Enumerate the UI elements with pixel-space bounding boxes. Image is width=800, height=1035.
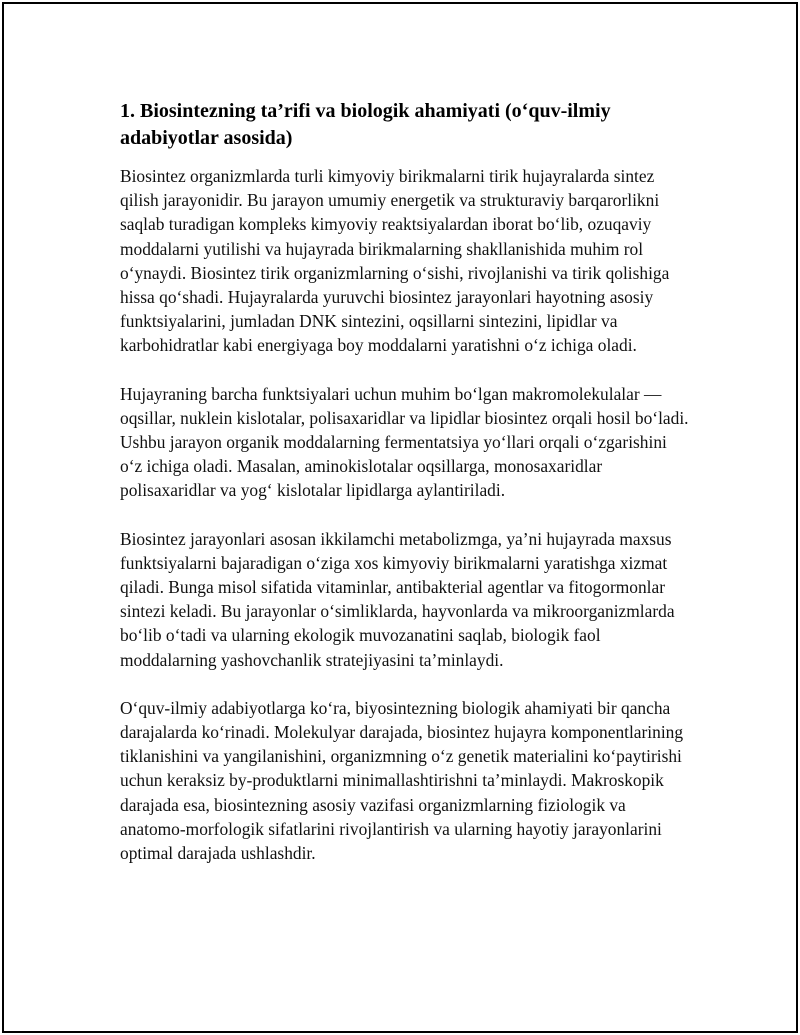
paragraph-4: O‘quv-ilmiy adabiyotlarga ko‘ra, biyosintezning biologik ahamiyati bir qancha darajalarda ko‘rinadi. Molekulyar darajada, biosintez hujayra komponentlarining tiklanishini va yangilanishini, organizmning o‘z genetik materialini ko‘paytirishi uchun keraksiz by-produktlarni minimallashtirishni ta’minlaydi. Makroskopik darajada esa, biosintezning asosiy vazifasi organizmlarning fiziologik va anatomo-morfologik sifatlarini rivojlantirish va ularning hayotiy jarayonlarini optimal darajada ushlashdir. — [120, 697, 684, 864]
paragraph-2: Hujayraning barcha funktsiyalari uchun muhim bo‘lgan makromolekulalar — oqsillar, nuklein kislotalar, polisaxaridlar va lipidlar biosintez orqali hosil bo‘ladi. Ushbu jarayon organik moddalarning fermentatsiya yo‘llari orqali o‘zgarishini o‘z ichiga oladi. Masalan, aminokislotalar oqsillarga, monosaxaridlar polisaxaridlar va yog‘ kislotalar lipidlarga aylantiriladi. — [120, 383, 689, 501]
document-body — [120, 98, 692, 889]
paragraph-1: Biosintez organizmlarda turli kimyoviy birikmalarni tirik hujayralarda sintez qilish jarayonidir. Bu jarayon umumiy energetik va strukturaviy barqarorlikni saqlab turadigan kompleks kimyoviy reaktsiyalardan iborat bo‘lib, ozuqaviy moddalarni yutilishi va hujayrada birikmalarning shakllanishida muhim rol o‘ynaydi. Biosintez tirik organizmlarning o‘sishi, rivojlanishi va tirik qolishiga hissa qo‘shadi. Hujayralarda yuruvchi biosintez jarayonlari hayotning asosiy funktsiyalarini, jumladan DNK sintezini, oqsillarni sintezini, lipidlar va karbohidratlar kabi energiyaga boy moddalarni yaratishni o‘z ichiga oladi. — [120, 166, 670, 356]
paragraph-3: Biosintez jarayonlari asosan ikkilamchi metabolizmga, ya’ni hujayrada maxsus funktsiyalarni bajaradigan o‘ziga xos kimyoviy birikmalarni yaratishga xizmat qiladi. Bunga misol sifatida vitaminlar, antibakterial agentlar va fitogormonlar sintezi keladi. Bu jarayonlar o‘simliklarda, hayvonlarda va mikroorganizmlarda bo‘lib o‘tadi va ularning ekologik muvozanatini saqlab, biologik faol moddalarning yashovchanlik stratejiyasini ta’minlaydi. — [120, 528, 675, 670]
page-frame — [2, 2, 798, 1033]
section-heading: 1. Biosintezning ta’rifi va biologik ahamiyati (o‘quv-ilmiy adabiyotlar asosida) — [120, 100, 611, 149]
